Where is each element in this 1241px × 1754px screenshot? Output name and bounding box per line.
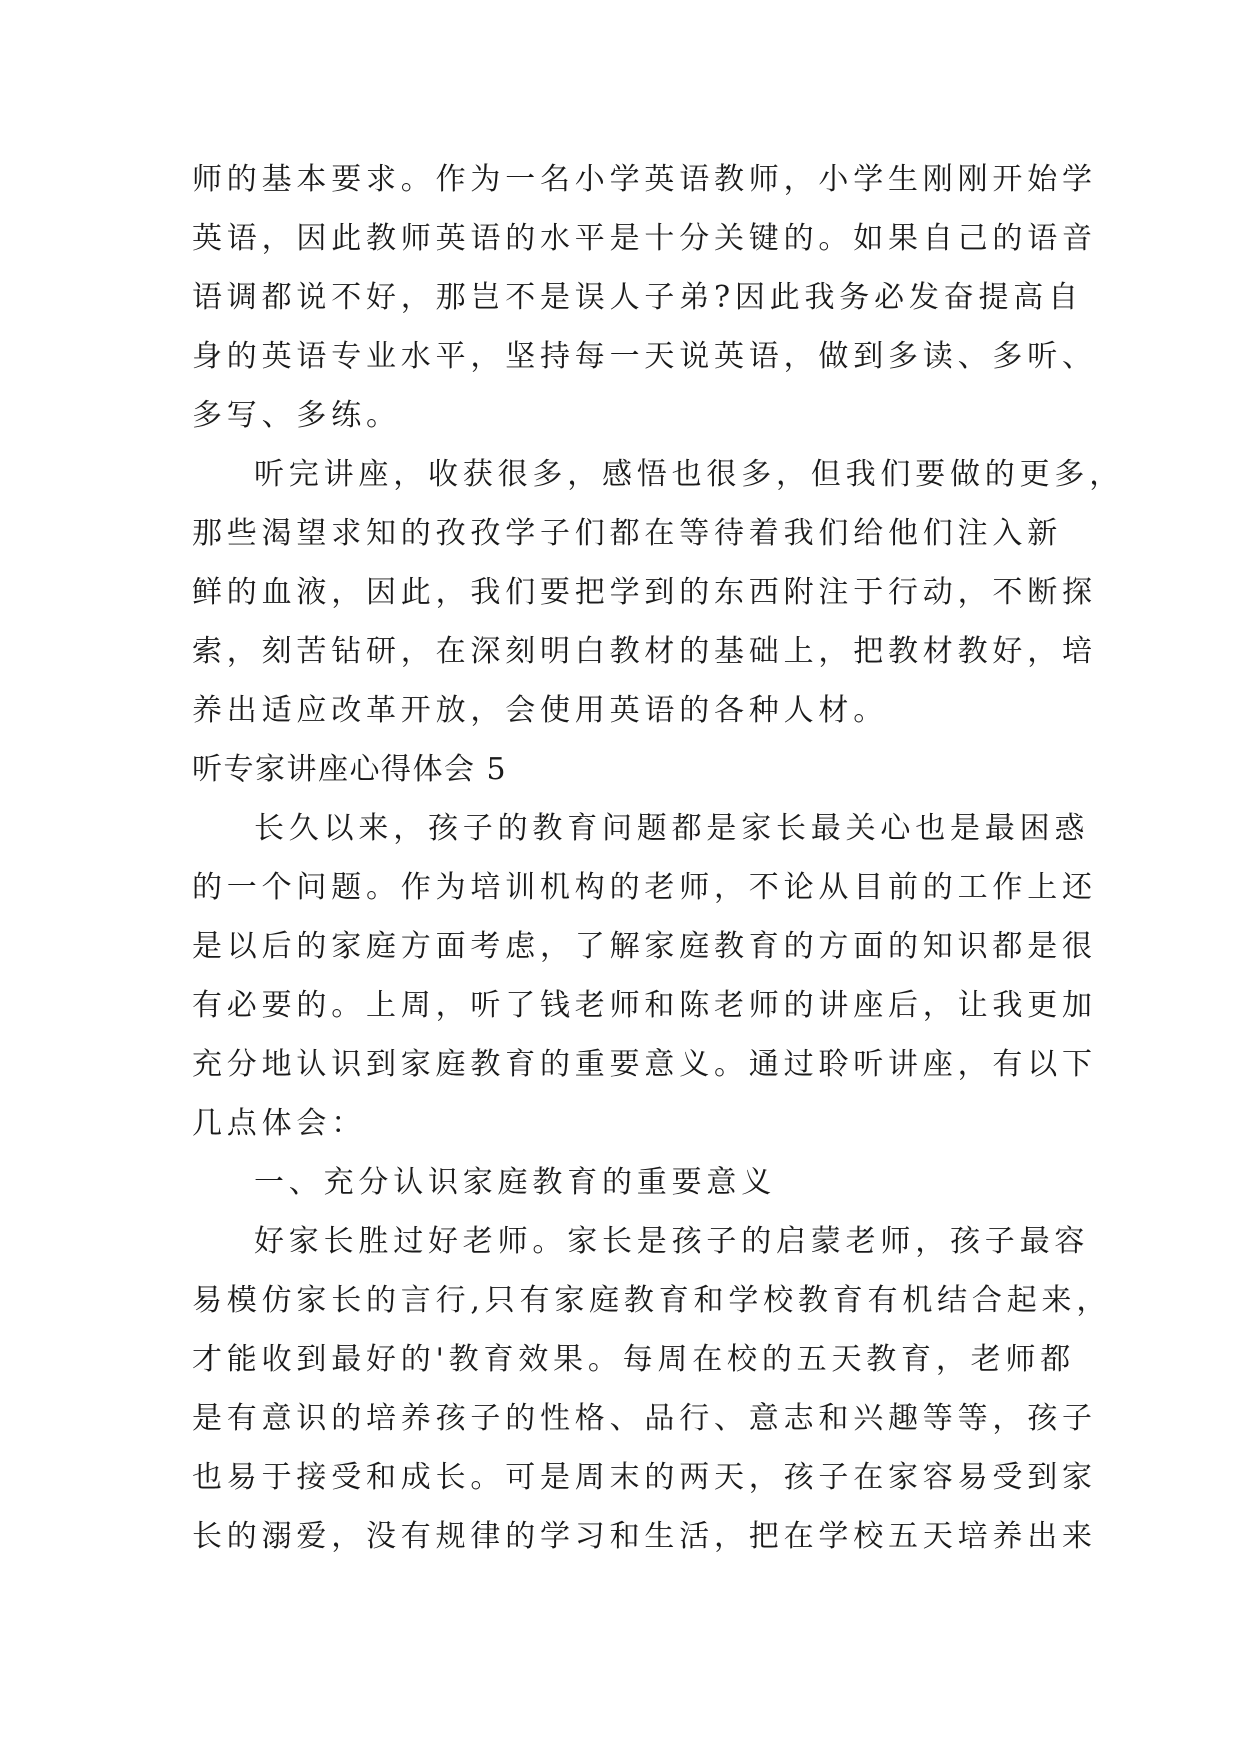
paragraph: [192, 1212, 1112, 1566]
text-line: 师的基本要求。作为一名小学英语教师，小学生刚刚开始学: [192, 162, 1097, 197]
document-body: [192, 150, 1124, 1566]
subheading-text: 一、充分认识家庭教育的重要意义: [254, 1165, 776, 1200]
paragraph: [192, 150, 1097, 445]
text-line: 是有意识的培养孩子的性格、品行、意志和兴趣等等，孩子: [192, 1401, 1097, 1436]
section-heading: [192, 740, 1072, 799]
text-line: 几点体会：: [192, 1106, 366, 1141]
paragraph: [192, 445, 1124, 740]
text-line: 多写、多练。: [192, 398, 401, 433]
text-line: 有必要的。上周，听了钱老师和陈老师的讲座后，让我更加: [192, 988, 1097, 1023]
text-line: 鲜的血液，因此，我们要把学到的东西附注于行动，不断探: [192, 575, 1097, 610]
text-line: 语调都说不好，那岂不是误人子弟?因此我务必发奋提高自: [192, 280, 1083, 315]
text-line: 养出适应改革开放，会使用英语的各种人材。: [192, 693, 888, 728]
text-line: 长的溺爱，没有规律的学习和生活，把在学校五天培养出来: [192, 1519, 1097, 1554]
text-line: 才能收到最好的'教育效果。每周在校的五天教育，老师都: [192, 1342, 1076, 1377]
paragraph: [192, 799, 1097, 1153]
text-line: 那些渴望求知的孜孜学子们都在等待着我们给他们注入新: [192, 516, 1062, 551]
text-line: 是以后的家庭方面考虑，了解家庭教育的方面的知识都是很: [192, 929, 1097, 964]
text-line: 身的英语专业水平，坚持每一天说英语，做到多读、多听、: [192, 339, 1097, 374]
text-line: 充分地认识到家庭教育的重要意义。通过聆听讲座，有以下: [192, 1047, 1097, 1082]
text-line: 易模仿家长的言行,只有家庭教育和学校教育有机结合起来，: [192, 1283, 1112, 1318]
text-line: 英语，因此教师英语的水平是十分关键的。如果自己的语音: [192, 221, 1097, 256]
text-line: 也易于接受和成长。可是周末的两天，孩子在家容易受到家: [192, 1460, 1097, 1495]
text-line: 的一个问题。作为培训机构的老师，不论从目前的工作上还: [192, 870, 1097, 905]
text-line: 索，刻苦钻研，在深刻明白教材的基础上，把教材教好，培: [192, 634, 1097, 669]
text-line: 好家长胜过好老师。家长是孩子的启蒙老师，孩子最容: [254, 1224, 1090, 1259]
subheading-paragraph: [192, 1153, 1072, 1212]
text-line: 长久以来，孩子的教育问题都是家长最关心也是最困惑: [254, 811, 1090, 846]
text-line: 听完讲座，收获很多，感悟也很多，但我们要做的更多，: [254, 457, 1124, 492]
section-heading-text: 听专家讲座心得体会 5: [192, 752, 508, 787]
